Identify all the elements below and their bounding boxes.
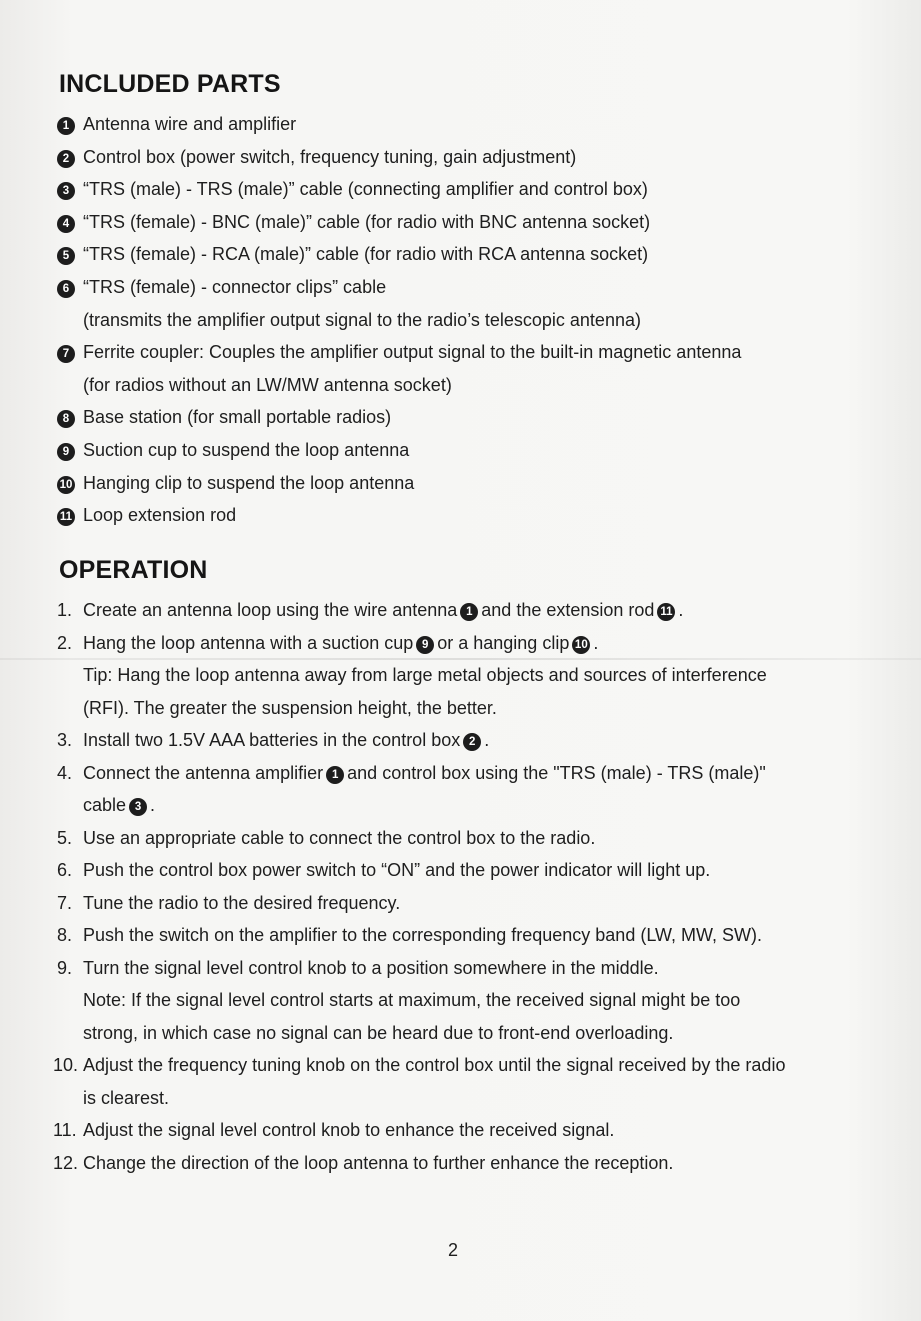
step-number: 7. [57, 892, 73, 913]
step-number: 10. [53, 1055, 79, 1075]
number-badge: 8 [57, 410, 75, 428]
list-item [57, 238, 897, 271]
part-reference-badge: 1 [326, 766, 344, 784]
part-text: “TRS (female) - BNC (male)” cable (for radio with BNC antenna socket) [83, 211, 651, 232]
operation-step [57, 822, 907, 855]
step-text: Adjust the signal level control knob to enhance the received signal. [83, 1120, 615, 1140]
step-text: Push the switch on the amplifier to the corresponding frequency band (LW, MW, SW). [83, 925, 762, 945]
list-item [57, 141, 897, 174]
number-badge: 1 [57, 117, 75, 135]
list-item [57, 499, 897, 532]
list-item [57, 173, 897, 206]
part-text: “TRS (female) - RCA (male)” cable (for radio with RCA antenna socket) [83, 244, 649, 265]
step-number: 3. [57, 730, 73, 750]
step-text-part: Adjust the frequency tuning knob on the control box until the signal received by the radio [83, 1055, 786, 1075]
operation-step [57, 627, 907, 660]
number-badge: 9 [57, 443, 75, 461]
operation-step [57, 952, 907, 985]
operation-step [53, 1049, 907, 1114]
list-item [57, 434, 897, 467]
part-text: Ferrite coupler: Couples the amplifier output signal to the built-in magnetic antenna [83, 342, 742, 363]
part-reference-badge: 1 [460, 603, 478, 621]
part-text-continuation: (transmits the amplifier output signal to the radio’s telescopic antenna) [83, 309, 641, 330]
step-text: Tune the radio to the desired frequency. [83, 892, 401, 913]
number-badge: 2 [57, 150, 75, 168]
number-badge: 3 [57, 182, 75, 200]
part-text: Antenna wire and amplifier [83, 114, 297, 134]
operation-step [53, 1147, 907, 1180]
step-text [83, 1049, 907, 1114]
tip-line: (RFI). The greater the suspension height, the better. [83, 697, 497, 718]
step-number: 9. [57, 957, 73, 978]
step-text: Use an appropriate cable to connect the control box to the radio. [83, 827, 596, 848]
part-text: Hanging clip to suspend the loop antenna [83, 472, 415, 493]
operation-step [57, 919, 907, 952]
number-badge: 7 [57, 345, 75, 363]
list-item [57, 401, 897, 434]
step-text-part: Create an antenna loop using the wire antenna [83, 600, 458, 620]
step-text-part: . [678, 600, 684, 620]
list-item [57, 467, 897, 500]
included-parts-heading: INCLUDED PARTS [59, 70, 281, 98]
step-text [83, 594, 907, 627]
part-reference-badge: 9 [416, 636, 434, 654]
part-text: “TRS (female) - connector clips” cable [83, 276, 387, 297]
list-item [57, 271, 897, 336]
part-text: Loop extension rod [83, 505, 237, 526]
step-text-part: Connect the antenna amplifier [83, 762, 324, 783]
step-number: 6. [57, 860, 73, 880]
step-text: Push the control box power switch to “ON” and the power indicator will light up. [83, 860, 711, 880]
operation-step [57, 854, 907, 887]
step-text [83, 627, 907, 660]
step-text: Change the direction of the loop antenna to further enhance the reception. [83, 1152, 674, 1173]
part-text: Control box (power switch, frequency tuning, gain adjustment) [83, 146, 577, 167]
step-text-part: . [150, 795, 156, 815]
step-number: 11. [53, 1120, 77, 1140]
number-badge: 10 [57, 476, 75, 494]
number-badge: 6 [57, 280, 75, 298]
operation-steps [53, 594, 907, 1179]
included-parts-list [57, 108, 897, 532]
list-item [57, 108, 897, 141]
note-line: Note: If the signal level control starts at maximum, the received signal might be too [83, 990, 741, 1010]
list-item [57, 336, 897, 401]
step-text-part: Hang the loop antenna with a suction cup [83, 632, 414, 653]
operation-step [57, 724, 907, 757]
tip-line: Tip: Hang the loop antenna away from large metal objects and sources of interference [83, 665, 767, 685]
part-reference-badge: 2 [463, 733, 481, 751]
note-line: strong, in which case no signal can be heard due to front-end overloading. [83, 1022, 674, 1043]
step-text-part: is clearest. [83, 1087, 170, 1108]
operation-step [57, 594, 907, 627]
part-reference-badge: 11 [657, 603, 675, 621]
step-number: 5. [57, 827, 73, 848]
step-number: 1. [57, 600, 73, 620]
part-text: “TRS (male) - TRS (male)” cable (connecting amplifier and control box) [83, 179, 648, 200]
part-reference-badge: 10 [572, 636, 590, 654]
list-item [57, 206, 897, 239]
step-text: Turn the signal level control knob to a position somewhere in the middle. [83, 957, 659, 978]
step-number: 8. [57, 925, 73, 945]
step-number: 2. [57, 632, 73, 653]
step-text-part: and control box using the "TRS (male) - TRS (male)" [347, 762, 766, 783]
step-text-part: or a hanging clip [437, 632, 570, 653]
part-text: Suction cup to suspend the loop antenna [83, 439, 410, 460]
number-badge: 11 [57, 508, 75, 526]
step-number: 4. [57, 762, 73, 783]
operation-heading: OPERATION [59, 556, 208, 584]
operation-step [57, 757, 907, 822]
number-badge: 5 [57, 247, 75, 265]
step-text-part: and the extension rod [481, 600, 655, 620]
part-text-continuation: (for radios without an LW/MW antenna socket) [83, 374, 452, 395]
step-text-part: . [593, 632, 599, 653]
number-badge: 4 [57, 215, 75, 233]
step-text [83, 724, 907, 757]
part-reference-badge: 3 [129, 798, 147, 816]
step-text-part: cable [83, 795, 127, 815]
operation-step [57, 887, 907, 920]
step-text [83, 757, 907, 822]
page-number: 2 [448, 1240, 459, 1260]
step-text-part: Install two 1.5V AAA batteries in the control box [83, 730, 461, 750]
operation-step [53, 1114, 907, 1147]
part-text: Base station (for small portable radios) [83, 407, 392, 428]
step-text-part: . [484, 730, 490, 750]
step-number: 12. [53, 1152, 79, 1173]
